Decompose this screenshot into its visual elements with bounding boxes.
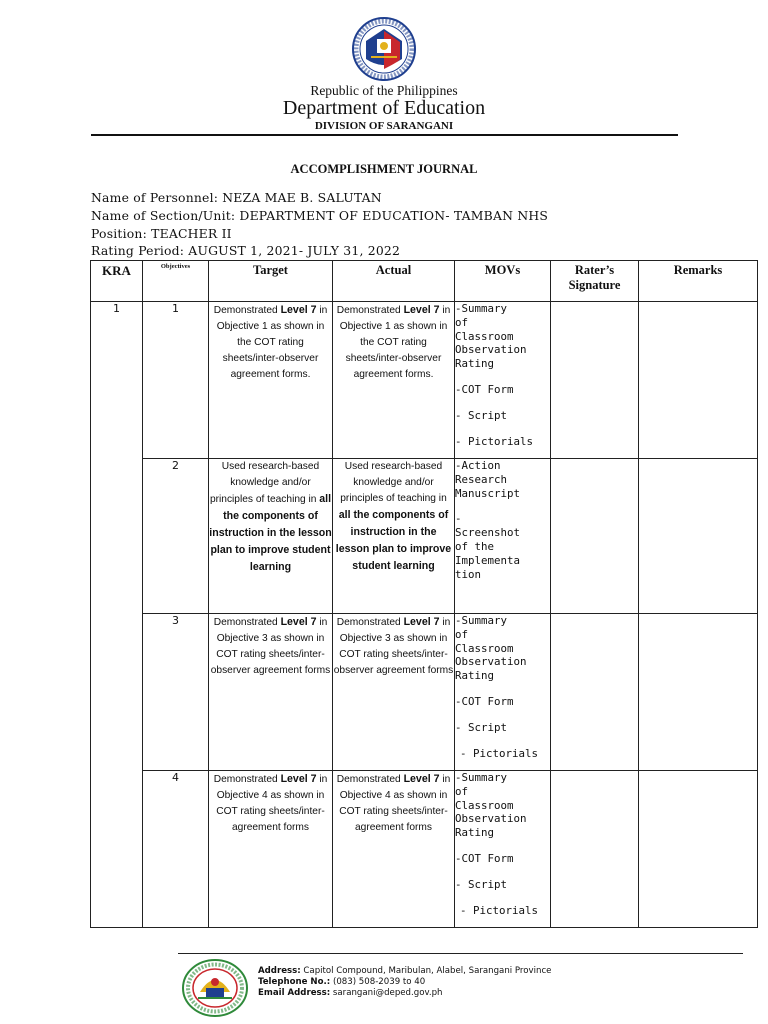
table-row [91,771,758,928]
division-heading: DIVISION OF SARANGANI [314,120,454,132]
header-kra: KRA [91,261,143,302]
footer-email [258,988,443,998]
movs-cell [455,771,551,928]
target-text: in Objective 1 as shown in the COT rating sheets/inter-observer agreement forms. [216,305,328,380]
header-divider [91,134,678,136]
mov-line: tion [455,567,482,581]
address-value: Capitol Compound, Maribulan, Alabel, Sarangani Province [300,966,552,976]
mov-line: -Summary [455,302,508,315]
target-text: Demonstrated [213,774,281,785]
remarks-cell [639,771,758,928]
target-emphasis: Level 7 [280,773,317,785]
mov-line: -Summary [455,771,508,784]
movs-cell [455,614,551,771]
footer-divider [178,953,743,954]
mov-line: Classroom [455,641,514,655]
mov-line: -COT Form [455,382,514,396]
mov-line: of [455,315,469,329]
actual-text: Demonstrated [336,305,404,316]
mov-line: of [455,627,469,641]
objective-number: 4 [143,771,209,928]
header-rater-signature [551,261,639,302]
header-target: Target [209,261,333,302]
table-row [91,459,758,614]
address-label: Address: [258,966,301,976]
target-cell [209,771,333,928]
republic-heading: Republic of the Philippines [310,83,458,98]
mov-line: Implementa [455,553,521,567]
email-value: sarangani@deped.gov.ph [330,988,443,998]
mov-line: -Action [455,459,501,472]
rater-signature-cell [551,302,639,459]
table-row [91,614,758,771]
table-header-row [91,261,758,302]
accomplishment-table [90,260,758,928]
mov-line: Rating [455,826,495,840]
remarks-cell [639,614,758,771]
mov-line: Rating [455,669,495,683]
target-cell [209,614,333,771]
rater-line-2: Signature [568,278,621,292]
mov-line: - Script [455,720,508,734]
actual-text: Used research-based knowledge and/or principles of teaching in [340,461,447,504]
actual-emphasis: Level 7 [403,304,440,316]
header-remarks: Remarks [639,261,758,302]
mov-line: Observation [455,343,527,357]
rater-signature-cell [551,459,639,614]
target-emphasis: Level 7 [280,616,317,628]
mov-line: Observation [455,655,527,669]
personnel-name: Name of Personnel: NEZA MAE B. SALUTAN [91,190,382,205]
target-text: Demonstrated [213,305,281,316]
header-actual: Actual [333,261,455,302]
mov-line: - Pictorials [460,746,539,760]
department-heading: Department of Education [282,97,486,119]
footer-telephone [258,977,425,987]
remarks-cell [639,459,758,614]
actual-cell [333,459,455,614]
section-unit: Name of Section/Unit: DEPARTMENT OF EDUCATION- TAMBAN NHS [91,208,549,223]
rating-period: Rating Period: AUGUST 1, 2021- JULY 31, 2022 [91,243,401,258]
deped-seal-logo [327,17,441,81]
mov-line: Observation [455,812,527,826]
objective-number: 1 [143,302,209,459]
actual-text: in Objective 4 as shown in COT rating sheets/inter-agreement forms [339,774,451,833]
target-text: Used research-based knowledge and/or principles of teaching in [209,461,320,505]
actual-text: in Objective 1 as shown in the COT rating sheets/inter-observer agreement forms. [339,305,451,380]
mov-line: Classroom [455,798,514,812]
mov-line: Classroom [455,329,514,343]
header-movs: MOVs [455,261,551,302]
mov-line: - Pictorials [455,434,534,448]
target-text: in Objective 3 as shown in COT rating sheets/inter-observer agreement forms [210,617,331,676]
journal-title: ACCOMPLISHMENT JOURNAL [290,162,478,176]
mov-line: of [455,784,469,798]
mov-line: - Pictorials [460,903,539,917]
target-emphasis: all the components of instruction in the lesson plan to improve student learning [209,493,332,573]
actual-text: in Objective 3 as shown in COT rating sheets/inter-observer agreement forms [333,617,454,676]
actual-emphasis: all the components of instruction in the lesson plan to improve student learning [335,509,452,572]
movs-cell [455,302,551,459]
footer-address [258,966,551,976]
mov-line: - Script [455,877,508,891]
mov-line: Manuscript [455,486,521,500]
email-label: Email Address: [258,988,331,998]
rater-signature-cell [551,771,639,928]
mov-line: -COT Form [455,851,514,865]
mov-line: - Script [455,408,508,422]
mov-line: -Summary [455,614,508,627]
position: Position: TEACHER II [91,226,232,241]
mov-line: Screenshot [455,526,521,540]
actual-cell [333,614,455,771]
rater-signature-cell [551,614,639,771]
actual-text: Demonstrated [336,617,404,628]
header-objectives: Objectives [143,261,209,302]
mov-line: -COT Form [455,694,514,708]
actual-cell [333,302,455,459]
table-row [91,302,758,459]
target-text: Demonstrated [213,617,281,628]
target-cell [209,459,333,614]
actual-emphasis: Level 7 [403,616,440,628]
mov-line: - [455,512,462,526]
actual-cell [333,771,455,928]
mov-line: of the [455,539,495,553]
target-text: in Objective 4 as shown in COT rating sheets/inter-agreement forms [216,774,328,833]
kra-value: 1 [91,302,143,928]
mov-line: Rating [455,357,495,371]
division-seal-logo [180,958,250,1018]
actual-emphasis: Level 7 [403,773,440,785]
movs-cell [455,459,551,614]
telephone-label: Telephone No.: [258,977,331,987]
remarks-cell [639,302,758,459]
actual-text: Demonstrated [336,774,404,785]
target-cell [209,302,333,459]
rater-line-1: Rater’s [574,263,615,277]
objective-number: 2 [143,459,209,614]
target-emphasis: Level 7 [280,304,317,316]
mov-line: Research [455,472,508,486]
objective-number: 3 [143,614,209,771]
telephone-value: (083) 508-2039 to 40 [330,977,426,987]
